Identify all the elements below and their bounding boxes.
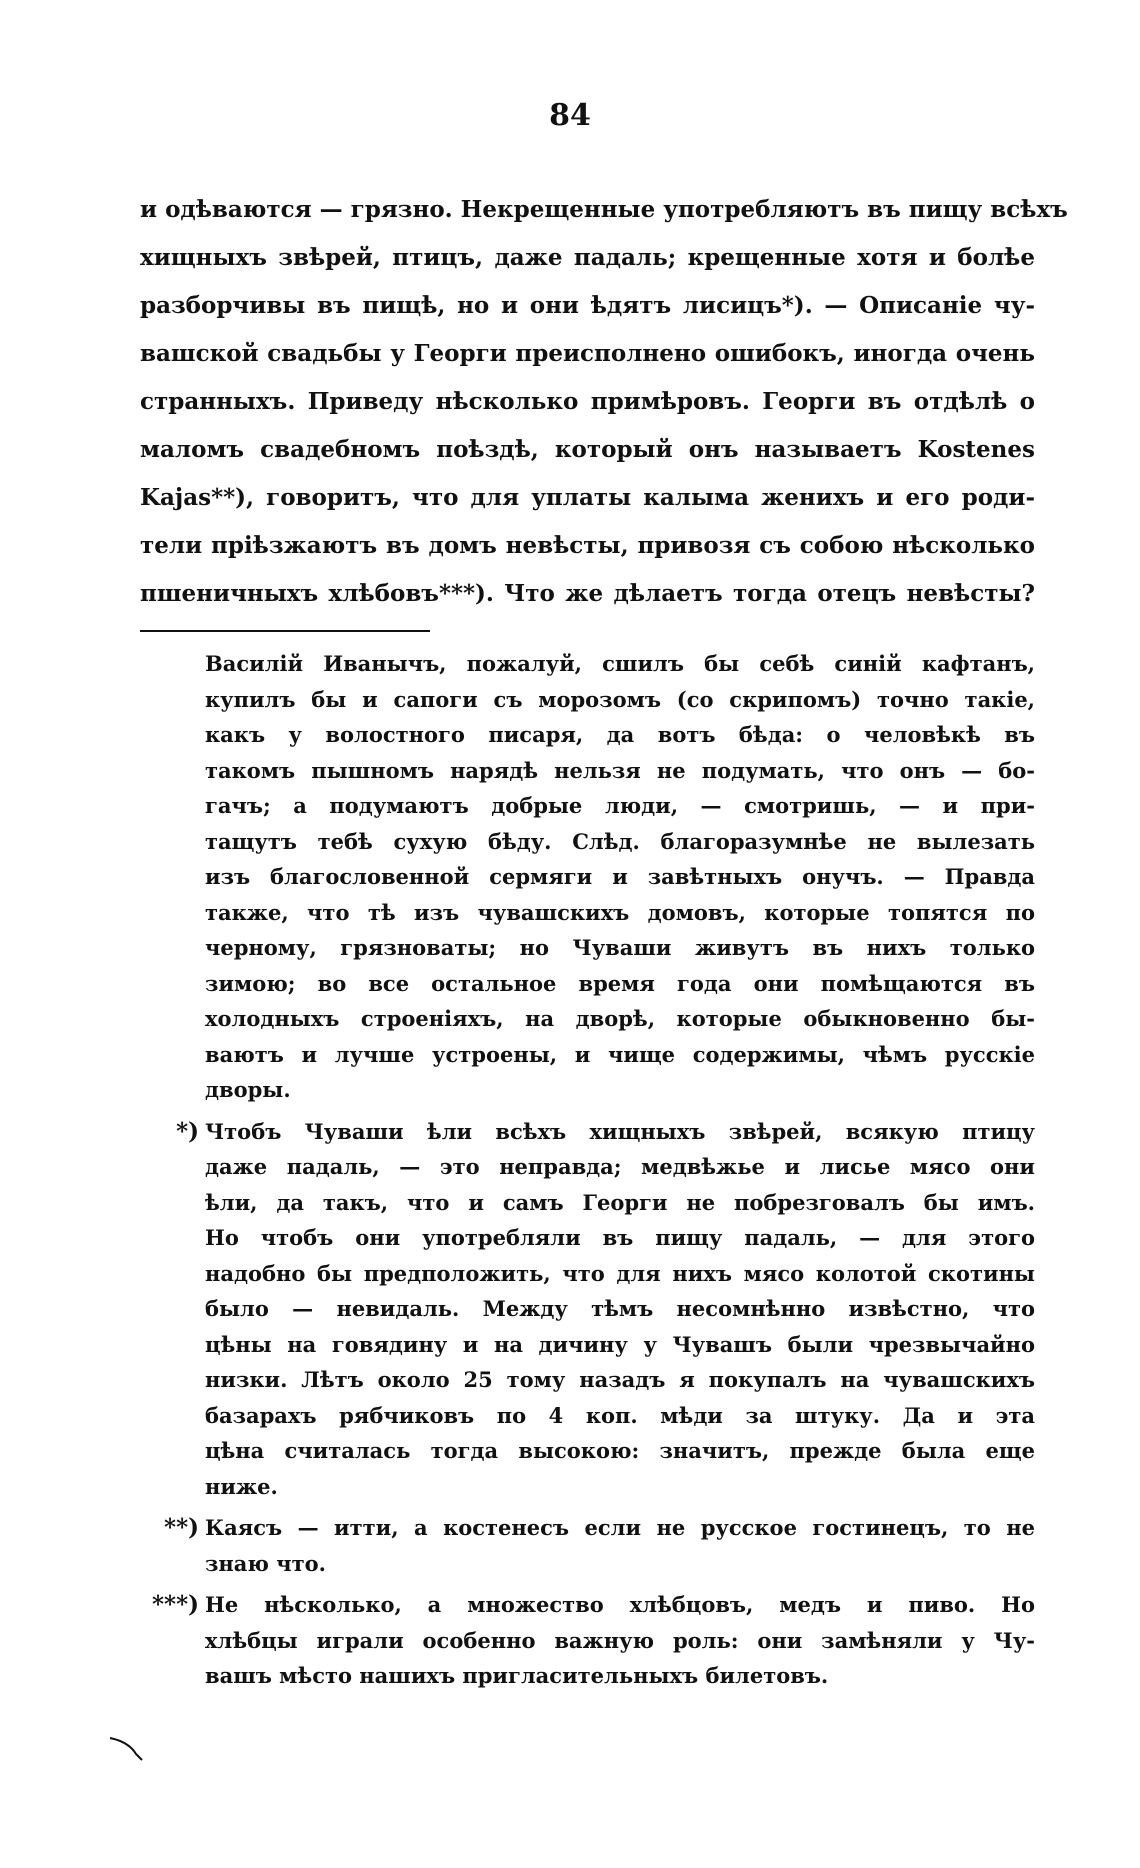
footnote-line: хлѣбцы играли особенно важную роль: они замѣняли у Чу- <box>205 1627 1035 1653</box>
footnote-line: гачъ; а подумаютъ добрые люди, — смотришь, — и при- <box>205 793 1035 818</box>
main-text <box>140 186 1068 618</box>
footnote-divider <box>140 630 430 632</box>
footnote-line: ваютъ и лучше устроены, и чище содержимы, чѣмъ русскіе <box>205 1041 1035 1067</box>
footnote-mark: **) <box>164 1514 199 1541</box>
main-text-line: странныхъ. Приведу нѣсколько примѣровъ. Георги въ отдѣлѣ о <box>140 388 1035 415</box>
footnote-line: такомъ пышномъ нарядѣ нельзя не подумать, что онъ — бо- <box>205 757 1035 783</box>
footnote-mark: ***) <box>152 1591 199 1618</box>
footnote-line: черному, грязноваты; но Чуваши живутъ въ нихъ только <box>205 935 1035 960</box>
footnote-line: зимою; во все остальное время года они помѣщаются въ <box>205 970 1035 996</box>
main-text-line: маломъ свадебномъ поѣздѣ, который онъ называетъ Kostenes <box>140 436 1035 463</box>
continued-footnote <box>205 646 1035 1108</box>
footnote-line: вашъ мѣсто нашихъ пригласительныхъ билетовъ. <box>205 1663 829 1688</box>
footnote-line: знаю что. <box>205 1550 326 1576</box>
footnote-line: базарахъ рябчиковъ по 4 коп. мѣди за штуку. Да и эта <box>205 1402 1035 1428</box>
page-number: 84 <box>549 98 591 133</box>
footnotes <box>152 646 1035 1694</box>
footnote-line: Но чтобъ они употребляли въ пищу падаль, — для этого <box>205 1225 1035 1250</box>
main-text-line: пшеничныхъ хлѣбовъ***). Что же дѣлаетъ тогда отецъ невѣсты? <box>140 580 1035 607</box>
footnote-line: какъ у волостного писаря, да вотъ бѣда: о человѣкѣ въ <box>205 722 1035 747</box>
footnote-line: купилъ бы и сапоги съ морозомъ (со скрипомъ) точно такіе, <box>205 686 1035 712</box>
footnote-3 <box>152 1587 1035 1694</box>
footnote-line: даже падаль, — это неправда; медвѣжье и лисье мясо они <box>205 1154 1035 1179</box>
main-text-line: вашской свадьбы у Георги преисполнено ошибокъ, иногда очень <box>140 340 1035 367</box>
main-text-line: и одѣваются — грязно. Некрещенные употребляютъ въ пищу всѣхъ <box>140 196 1068 223</box>
main-text-line: хищныхъ звѣрей, птицъ, даже падаль; крещенные хотя и болѣе <box>140 244 1035 271</box>
footnote-line: было — невидаль. Между тѣмъ несомнѣнно извѣстно, что <box>205 1296 1035 1321</box>
main-text-line: разборчивы въ пищѣ, но и они ѣдятъ лисицъ*). — Описаніе чу- <box>140 292 1035 319</box>
footnote-line: Не нѣсколько, а множество хлѣбцовъ, медъ и пиво. Но <box>205 1592 1035 1617</box>
footnote-1 <box>176 1114 1035 1505</box>
footnote-line: Василій Иванычъ, пожалуй, сшилъ бы себѣ синій кафтанъ, <box>205 651 1035 676</box>
footnote-line: Каясъ — итти, а костенесъ если не русское гостинецъ, то не <box>205 1515 1035 1540</box>
footnote-line: цѣна считалась тогда высокою: значитъ, прежде была еще <box>205 1438 1035 1463</box>
main-text-line: тели пріѣзжаютъ въ домъ невѣсты, привозя съ собою нѣсколько <box>140 532 1035 559</box>
footnote-line: холодныхъ строеніяхъ, на дворѣ, которые обыкновенно бы- <box>205 1006 1035 1031</box>
footnote-line: ѣли, да такъ, что и самъ Георги не побрезговалъ бы имъ. <box>205 1189 1035 1215</box>
main-text-line: Kajas**), говоритъ, что для уплаты калыма женихъ и его роди- <box>140 484 1035 511</box>
footnote-line: дворы. <box>205 1077 291 1102</box>
footnote-line: также, что тѣ изъ чувашскихъ домовъ, которые топятся по <box>205 899 1035 925</box>
footnote-2 <box>164 1510 1035 1581</box>
footnote-line: низки. Лѣтъ около 25 тому назадъ я покупалъ на чувашскихъ <box>205 1367 1035 1392</box>
footnote-line: цѣны на говядину и на дичину у Чувашъ были чрезвычайно <box>205 1331 1035 1357</box>
footnote-line: тащутъ тебѣ сухую бѣду. Слѣд. благоразумнѣе не вылезать <box>205 828 1035 854</box>
footnote-mark: *) <box>176 1117 199 1145</box>
footnote-line: надобно бы предположить, что для нихъ мясо колотой скотины <box>205 1260 1035 1286</box>
footnote-line: Чтобъ Чуваши ѣли всѣхъ хищныхъ звѣрей, всякую птицу <box>205 1118 1035 1144</box>
pen-stroke-path <box>110 1738 142 1760</box>
footnote-line: ниже. <box>205 1473 278 1499</box>
pen-stroke-mark <box>108 1732 148 1762</box>
footnote-line: изъ благословенной сермяги и завѣтныхъ онучъ. — Правда <box>205 864 1035 889</box>
